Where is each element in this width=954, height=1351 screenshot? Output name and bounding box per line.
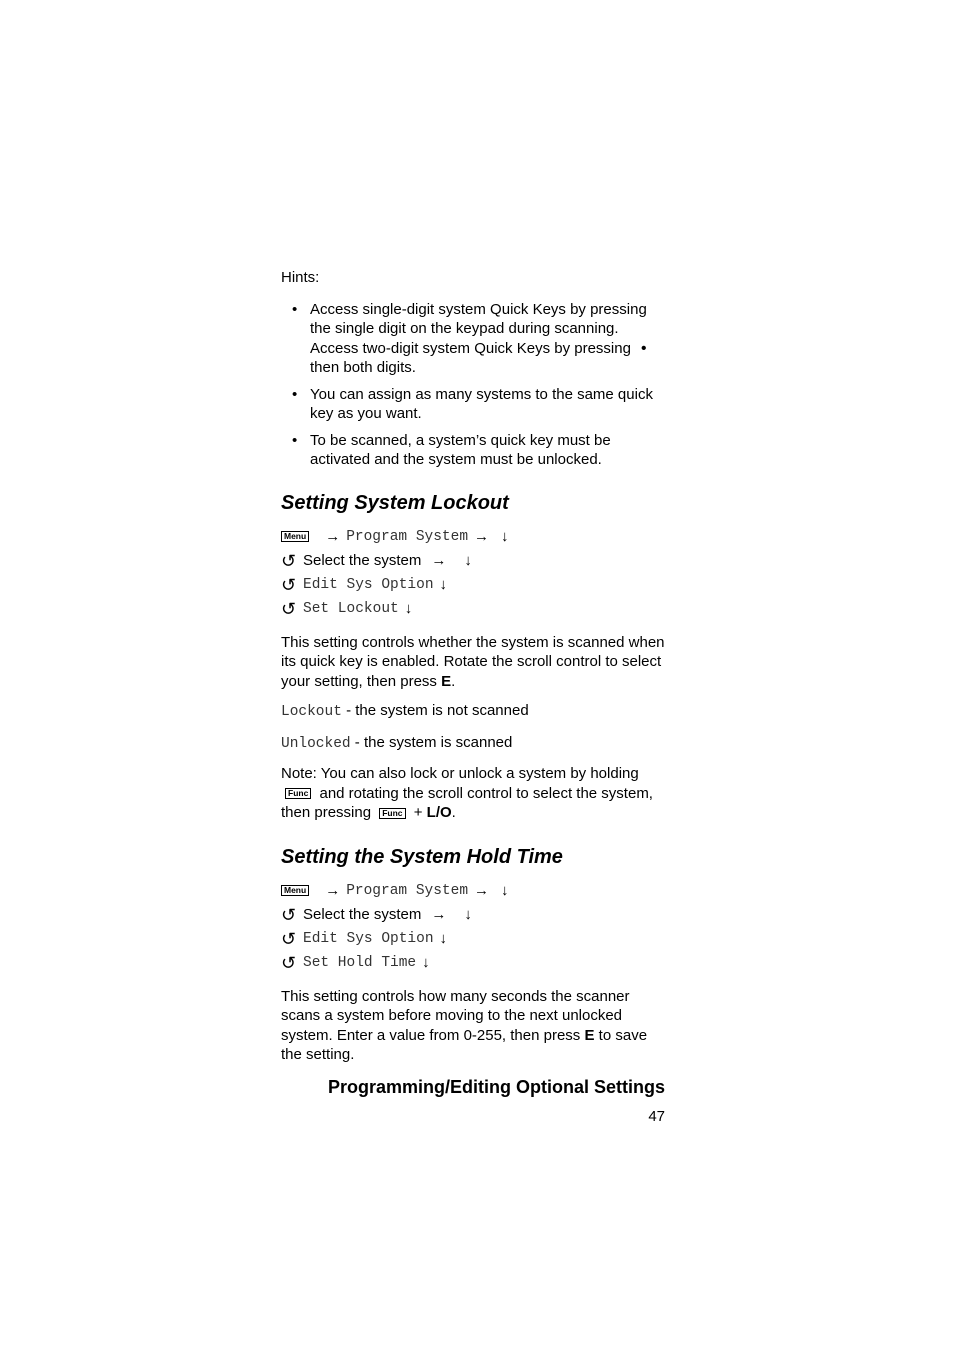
note-end: . (451, 804, 456, 821)
arrow-down-icon: ↓ (501, 882, 509, 899)
func-key: Func (285, 788, 311, 799)
hints-title: Hints: (281, 269, 320, 286)
rotate-icon: ↺ (281, 904, 297, 925)
list-item (281, 300, 666, 378)
edit-sys-option-label: Edit Sys Option (303, 930, 434, 947)
e-key: E (584, 1026, 595, 1044)
arrow-down-icon: ↓ (439, 576, 448, 593)
program-system-label: Program System (346, 528, 469, 545)
desc-end: . (451, 672, 456, 690)
step-row (281, 525, 666, 549)
hold-description (281, 987, 666, 1065)
arrow-down-icon: ↓ (464, 906, 472, 923)
arrow-down-icon: ↓ (439, 930, 448, 947)
note-text: and rotating the scroll control to select the system, then pressing (281, 784, 653, 821)
hint-text: then both digits. (310, 359, 416, 376)
arrow-down-icon: ↓ (464, 552, 472, 569)
arrow-right-icon: → (325, 882, 341, 899)
hint-text: You can assign as many systems to the same quick key as you want. (310, 385, 653, 422)
rotate-icon: ↺ (281, 574, 297, 595)
bullet-icon: • (292, 300, 298, 318)
arrow-right-icon: → (431, 906, 447, 923)
e-key: E (441, 672, 452, 690)
section-heading-lockout: Setting System Lockout (281, 491, 509, 514)
section-heading-hold-time: Setting the System Hold Time (281, 845, 563, 868)
select-system-label: Select the system (303, 552, 422, 569)
option-lockout (281, 701, 666, 723)
arrow-down-icon: ↓ (404, 600, 413, 617)
arrow-right-icon: → (474, 882, 490, 899)
lockout-description (281, 633, 666, 692)
step-row (281, 903, 666, 927)
arrow-down-icon: ↓ (422, 954, 430, 971)
desc-text: to save the setting. (281, 1026, 648, 1063)
hold-steps (281, 879, 666, 975)
select-system-label: Select the system (303, 906, 422, 923)
lockout-steps (281, 525, 666, 621)
set-lockout-label: Set Lockout (303, 600, 399, 617)
list-item (281, 431, 666, 470)
func-key: Func (379, 808, 405, 819)
step-row (281, 573, 666, 597)
bullet-icon: • (292, 431, 298, 449)
rotate-icon: ↺ (281, 928, 297, 949)
arrow-down-icon: ↓ (501, 528, 509, 545)
footer-section-title: Programming/Editing Optional Settings (327, 1077, 665, 1097)
step-row (281, 927, 666, 951)
step-row (281, 951, 666, 975)
plus-sign: + (413, 804, 423, 821)
arrow-right-icon: → (325, 528, 341, 545)
desc-text: This setting controls how many seconds the scanner scans a system before moving to the next unlocked system. Enter a value from 0-255, then press (281, 987, 630, 1044)
rotate-icon: ↺ (281, 598, 297, 619)
lockout-note (281, 764, 666, 823)
hint-text: Access single-digit system Quick Keys by pressing the single digit on the keypad during scanning. Access two-digit system Quick Keys by pressing (310, 300, 647, 357)
option-text: - the system is scanned (354, 733, 513, 751)
arrow-right-icon: → (474, 528, 490, 545)
hints-list (281, 300, 666, 470)
step-row (281, 597, 666, 621)
menu-key: Menu (281, 885, 309, 896)
dot-key-icon: • (641, 339, 647, 357)
option-mono: Unlocked (281, 735, 351, 752)
edit-sys-option-label: Edit Sys Option (303, 576, 434, 593)
desc-text: This setting controls whether the system is scanned when its quick key is enabled. Rotate the scroll control to select your setting, then press (281, 633, 665, 690)
program-system-label: Program System (346, 882, 469, 899)
list-item (281, 385, 666, 424)
menu-key: Menu (281, 531, 309, 542)
rotate-icon: ↺ (281, 952, 297, 973)
step-row (281, 879, 666, 903)
option-mono: Lockout (281, 704, 342, 720)
bullet-icon: • (292, 385, 298, 403)
lo-key: L/O (426, 804, 452, 821)
step-row (281, 549, 666, 573)
set-hold-time-label: Set Hold Time (303, 954, 417, 971)
option-text: - the system is not scanned (346, 702, 529, 719)
option-unlocked (281, 733, 666, 755)
rotate-icon: ↺ (281, 550, 297, 571)
arrow-right-icon: → (431, 552, 447, 569)
hint-text: To be scanned, a system’s quick key must be activated and the system must be unlocked. (310, 431, 611, 468)
note-text: Note: You can also lock or unlock a system by holding (281, 765, 639, 782)
page-content (281, 268, 666, 1065)
page-number: 47 (648, 1108, 665, 1125)
